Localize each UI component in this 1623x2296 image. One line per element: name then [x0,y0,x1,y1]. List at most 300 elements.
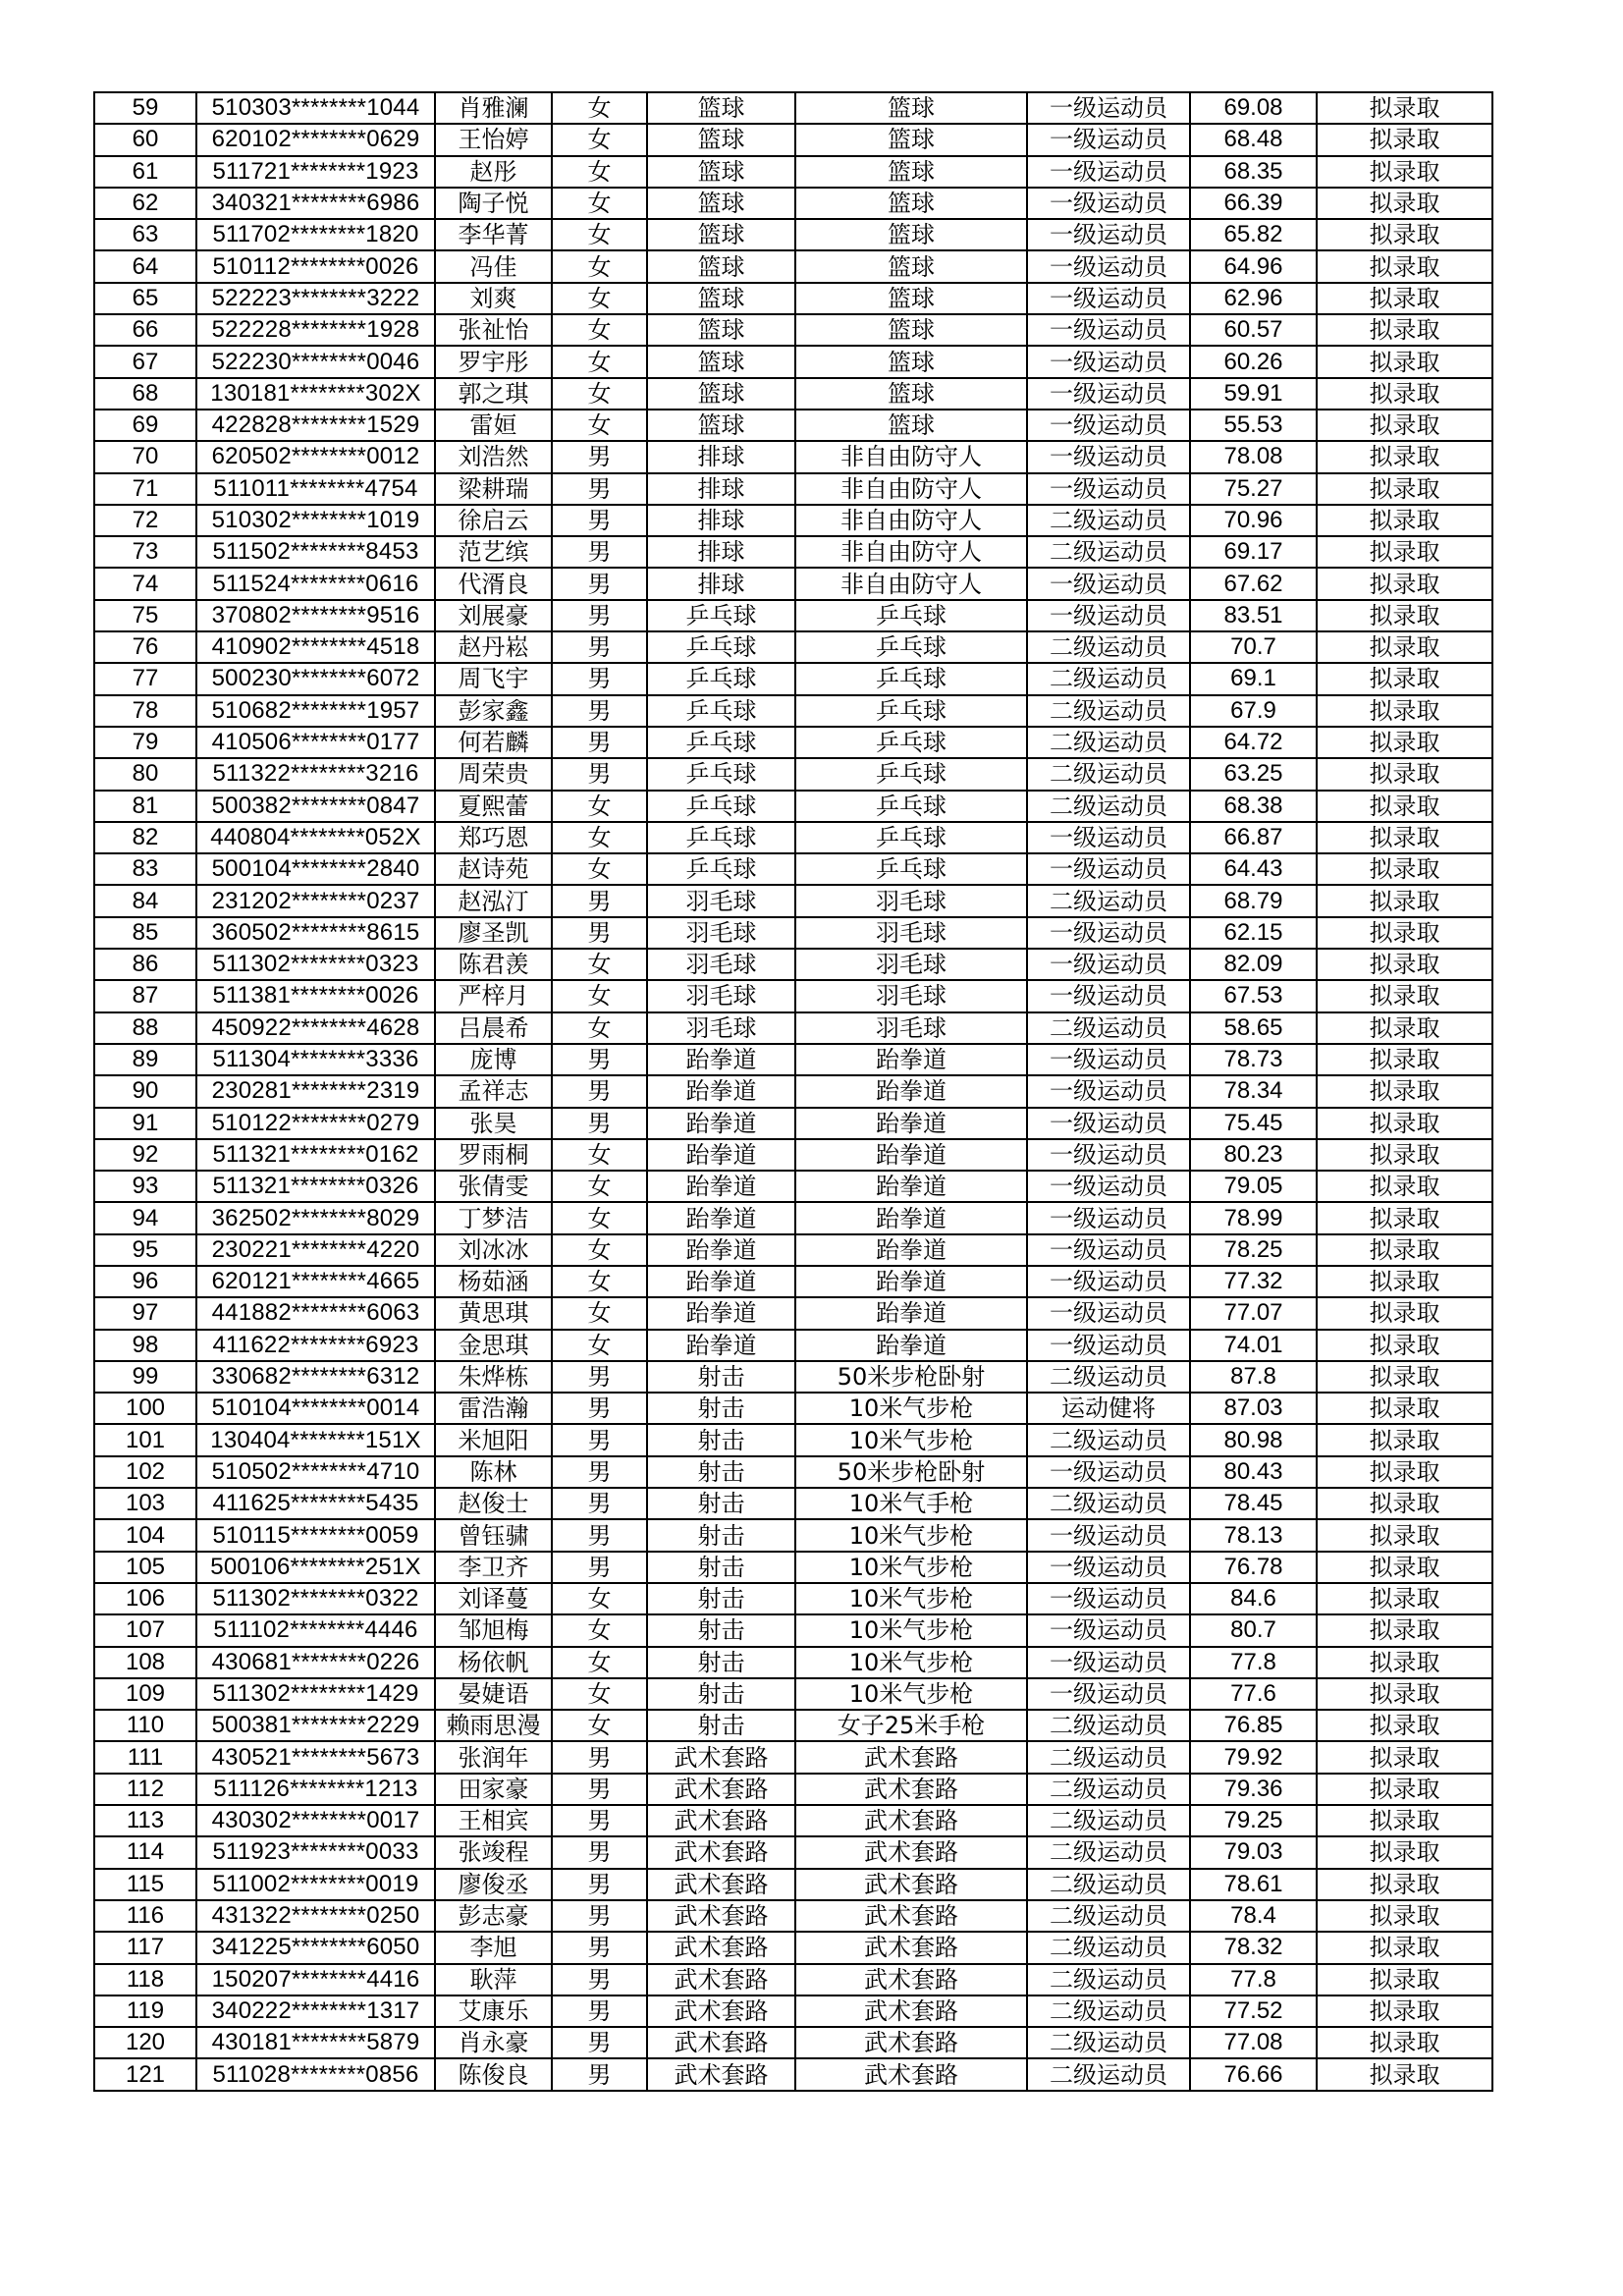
specialty-cell: 武术套路 [795,1900,1027,1932]
table-row [94,1900,1492,1932]
admission-result-cell: 拟录取 [1317,1171,1492,1202]
admission-result-cell: 拟录取 [1317,1456,1492,1488]
athlete-level-cell: 二级运动员 [1027,505,1190,536]
athlete-level-cell: 一级运动员 [1027,283,1190,314]
athlete-level-cell: 一级运动员 [1027,156,1190,188]
row-number-cell: 111 [94,1741,196,1773]
score-cell: 80.7 [1190,1614,1317,1646]
table-row [94,1297,1492,1329]
table-row [94,1774,1492,1805]
specialty-cell: 羽毛球 [795,949,1027,980]
table-row [94,1393,1492,1424]
athlete-level-cell: 二级运动员 [1027,1995,1190,2027]
athlete-level-cell: 一级运动员 [1027,1330,1190,1361]
sport-cell: 武术套路 [647,1900,795,1932]
sport-cell: 射击 [647,1361,795,1393]
student-name-cell: 邹旭梅 [435,1614,552,1646]
athlete-level-cell: 二级运动员 [1027,1932,1190,1963]
gender-cell: 男 [552,727,647,758]
gender-cell: 女 [552,1297,647,1329]
score-cell: 82.09 [1190,949,1317,980]
student-name-cell: 冯佳 [435,250,552,282]
admission-result-cell: 拟录取 [1317,1330,1492,1361]
id-number-cell: 511302********0322 [196,1583,435,1614]
admission-result-cell: 拟录取 [1317,1488,1492,1519]
table-row [94,1012,1492,1044]
specialty-cell: 羽毛球 [795,980,1027,1011]
sport-cell: 射击 [647,1393,795,1424]
specialty-cell: 篮球 [795,410,1027,441]
row-number-cell: 63 [94,219,196,250]
score-cell: 78.08 [1190,441,1317,472]
gender-cell: 男 [552,1900,647,1932]
specialty-cell: 羽毛球 [795,1012,1027,1044]
table-row [94,1075,1492,1107]
row-number-cell: 105 [94,1552,196,1583]
specialty-cell: 乒乓球 [795,631,1027,663]
sport-cell: 射击 [647,1614,795,1646]
id-number-cell: 431322********0250 [196,1900,435,1932]
gender-cell: 男 [552,473,647,505]
student-name-cell: 李卫齐 [435,1552,552,1583]
admission-result-cell: 拟录取 [1317,1647,1492,1678]
gender-cell: 男 [552,1393,647,1424]
student-name-cell: 米旭阳 [435,1424,552,1455]
sport-cell: 武术套路 [647,1774,795,1805]
sport-cell: 排球 [647,441,795,472]
row-number-cell: 100 [94,1393,196,1424]
id-number-cell: 510122********0279 [196,1108,435,1139]
gender-cell: 男 [552,695,647,727]
specialty-cell: 乒乓球 [795,727,1027,758]
gender-cell: 男 [552,758,647,790]
sport-cell: 武术套路 [647,1741,795,1773]
row-number-cell: 77 [94,663,196,694]
student-name-cell: 赖雨思漫 [435,1710,552,1741]
table-row [94,188,1492,219]
table-row [94,250,1492,282]
table-row [94,283,1492,314]
table-row [94,1583,1492,1614]
score-cell: 78.13 [1190,1519,1317,1551]
row-number-cell: 119 [94,1995,196,2027]
score-cell: 77.32 [1190,1266,1317,1297]
row-number-cell: 76 [94,631,196,663]
student-name-cell: 刘冰冰 [435,1234,552,1266]
id-number-cell: 370802********9516 [196,600,435,631]
row-number-cell: 112 [94,1774,196,1805]
specialty-cell: 跆拳道 [795,1075,1027,1107]
table-row [94,980,1492,1011]
id-number-cell: 511381********0026 [196,980,435,1011]
gender-cell: 女 [552,1171,647,1202]
table-row [94,822,1492,853]
table-row [94,1710,1492,1741]
student-name-cell: 张昊 [435,1108,552,1139]
row-number-cell: 114 [94,1836,196,1868]
specialty-cell: 武术套路 [795,1964,1027,1995]
row-number-cell: 93 [94,1171,196,1202]
row-number-cell: 110 [94,1710,196,1741]
athlete-level-cell: 一级运动员 [1027,917,1190,949]
student-name-cell: 郭之琪 [435,378,552,410]
admission-result-cell: 拟录取 [1317,853,1492,885]
gender-cell: 女 [552,949,647,980]
score-cell: 77.8 [1190,1647,1317,1678]
score-cell: 79.03 [1190,1836,1317,1868]
student-name-cell: 罗宇彤 [435,346,552,377]
student-name-cell: 周荣贵 [435,758,552,790]
admission-result-cell: 拟录取 [1317,314,1492,346]
sport-cell: 乒乓球 [647,853,795,885]
admission-result-cell: 拟录取 [1317,1266,1492,1297]
gender-cell: 女 [552,1266,647,1297]
student-name-cell: 雷浩瀚 [435,1393,552,1424]
athlete-level-cell: 二级运动员 [1027,1012,1190,1044]
sport-cell: 篮球 [647,219,795,250]
row-number-cell: 66 [94,314,196,346]
gender-cell: 女 [552,1202,647,1233]
gender-cell: 男 [552,600,647,631]
student-name-cell: 廖圣凯 [435,917,552,949]
sport-cell: 武术套路 [647,2027,795,2058]
specialty-cell: 乒乓球 [795,791,1027,822]
id-number-cell: 511126********1213 [196,1774,435,1805]
student-name-cell: 严梓月 [435,980,552,1011]
athlete-level-cell: 一级运动员 [1027,346,1190,377]
gender-cell: 女 [552,219,647,250]
score-cell: 58.65 [1190,1012,1317,1044]
student-name-cell: 李旭 [435,1932,552,1963]
admission-result-cell: 拟录取 [1317,885,1492,916]
student-name-cell: 曾钰骕 [435,1519,552,1551]
score-cell: 80.23 [1190,1139,1317,1171]
id-number-cell: 422828********1529 [196,410,435,441]
student-name-cell: 何若麟 [435,727,552,758]
student-name-cell: 罗雨桐 [435,1139,552,1171]
id-number-cell: 341225********6050 [196,1932,435,1963]
specialty-cell: 女子25米手枪 [795,1710,1027,1741]
student-name-cell: 赵泓汀 [435,885,552,916]
gender-cell: 女 [552,1614,647,1646]
row-number-cell: 61 [94,156,196,188]
id-number-cell: 511002********0019 [196,1869,435,1900]
score-cell: 66.87 [1190,822,1317,853]
gender-cell: 女 [552,791,647,822]
table-row [94,1964,1492,1995]
student-name-cell: 朱烨栋 [435,1361,552,1393]
sport-cell: 武术套路 [647,1995,795,2027]
sport-cell: 羽毛球 [647,980,795,1011]
sport-cell: 射击 [647,1424,795,1455]
gender-cell: 女 [552,314,647,346]
admission-result-cell: 拟录取 [1317,250,1492,282]
score-cell: 69.08 [1190,92,1317,124]
student-name-cell: 彭志豪 [435,1900,552,1932]
admission-result-cell: 拟录取 [1317,410,1492,441]
sport-cell: 跆拳道 [647,1075,795,1107]
athlete-level-cell: 一级运动员 [1027,822,1190,853]
athlete-level-cell: 一级运动员 [1027,1108,1190,1139]
gender-cell: 男 [552,631,647,663]
student-name-cell: 耿萍 [435,1964,552,1995]
id-number-cell: 362502********8029 [196,1202,435,1233]
sport-cell: 羽毛球 [647,917,795,949]
score-cell: 78.25 [1190,1234,1317,1266]
admission-result-cell: 拟录取 [1317,1393,1492,1424]
gender-cell: 女 [552,188,647,219]
sport-cell: 排球 [647,505,795,536]
table-row [94,473,1492,505]
student-name-cell: 夏熙蕾 [435,791,552,822]
admission-result-cell: 拟录取 [1317,124,1492,155]
sport-cell: 篮球 [647,314,795,346]
athlete-level-cell: 一级运动员 [1027,188,1190,219]
sport-cell: 篮球 [647,283,795,314]
table-row [94,1805,1492,1836]
admission-result-cell: 拟录取 [1317,1900,1492,1932]
gender-cell: 女 [552,1330,647,1361]
id-number-cell: 230221********4220 [196,1234,435,1266]
admission-result-cell: 拟录取 [1317,1361,1492,1393]
gender-cell: 女 [552,250,647,282]
sport-cell: 乒乓球 [647,695,795,727]
row-number-cell: 73 [94,536,196,568]
id-number-cell: 510303********1044 [196,92,435,124]
row-number-cell: 94 [94,1202,196,1233]
athlete-level-cell: 一级运动员 [1027,250,1190,282]
sport-cell: 乒乓球 [647,758,795,790]
table-row [94,1044,1492,1075]
specialty-cell: 10米气手枪 [795,1488,1027,1519]
score-cell: 60.57 [1190,314,1317,346]
specialty-cell: 武术套路 [795,1869,1027,1900]
gender-cell: 男 [552,1869,647,1900]
admission-result-cell: 拟录取 [1317,917,1492,949]
row-number-cell: 80 [94,758,196,790]
athlete-level-cell: 二级运动员 [1027,1900,1190,1932]
admission-result-cell: 拟录取 [1317,1424,1492,1455]
admission-result-cell: 拟录取 [1317,1044,1492,1075]
row-number-cell: 107 [94,1614,196,1646]
id-number-cell: 500106********251X [196,1552,435,1583]
athlete-level-cell: 二级运动员 [1027,1836,1190,1868]
specialty-cell: 武术套路 [795,1774,1027,1805]
score-cell: 79.92 [1190,1741,1317,1773]
id-number-cell: 620121********4665 [196,1266,435,1297]
score-cell: 62.96 [1190,283,1317,314]
athlete-level-cell: 二级运动员 [1027,2058,1190,2090]
specialty-cell: 跆拳道 [795,1044,1027,1075]
athlete-level-cell: 二级运动员 [1027,1424,1190,1455]
row-number-cell: 116 [94,1900,196,1932]
admission-result-cell: 拟录取 [1317,188,1492,219]
athlete-level-cell: 一级运动员 [1027,1139,1190,1171]
sport-cell: 跆拳道 [647,1330,795,1361]
score-cell: 64.72 [1190,727,1317,758]
specialty-cell: 跆拳道 [795,1234,1027,1266]
table-row [94,219,1492,250]
id-number-cell: 150207********4416 [196,1964,435,1995]
admission-result-cell: 拟录取 [1317,1710,1492,1741]
score-cell: 68.48 [1190,124,1317,155]
athlete-level-cell: 二级运动员 [1027,663,1190,694]
row-number-cell: 106 [94,1583,196,1614]
athlete-level-cell: 一级运动员 [1027,1583,1190,1614]
athlete-level-cell: 二级运动员 [1027,1710,1190,1741]
specialty-cell: 篮球 [795,283,1027,314]
score-cell: 76.85 [1190,1710,1317,1741]
id-number-cell: 330682********6312 [196,1361,435,1393]
specialty-cell: 武术套路 [795,1805,1027,1836]
student-name-cell: 代湑良 [435,568,552,599]
gender-cell: 女 [552,92,647,124]
score-cell: 77.07 [1190,1297,1317,1329]
score-cell: 64.96 [1190,250,1317,282]
gender-cell: 男 [552,663,647,694]
row-number-cell: 69 [94,410,196,441]
specialty-cell: 武术套路 [795,1995,1027,2027]
table-row [94,124,1492,155]
admission-result-cell: 拟录取 [1317,1552,1492,1583]
row-number-cell: 60 [94,124,196,155]
gender-cell: 女 [552,1678,647,1710]
gender-cell: 男 [552,1741,647,1773]
gender-cell: 男 [552,1488,647,1519]
gender-cell: 男 [552,1995,647,2027]
gender-cell: 男 [552,917,647,949]
admission-list-table [93,91,1493,2092]
gender-cell: 女 [552,1647,647,1678]
row-number-cell: 86 [94,949,196,980]
specialty-cell: 50米步枪卧射 [795,1361,1027,1393]
athlete-level-cell: 一级运动员 [1027,1647,1190,1678]
student-name-cell: 刘浩然 [435,441,552,472]
row-number-cell: 113 [94,1805,196,1836]
athlete-level-cell: 一级运动员 [1027,124,1190,155]
athlete-level-cell: 一级运动员 [1027,600,1190,631]
student-name-cell: 赵俊士 [435,1488,552,1519]
specialty-cell: 跆拳道 [795,1139,1027,1171]
specialty-cell: 跆拳道 [795,1108,1027,1139]
table-row [94,695,1492,727]
row-number-cell: 70 [94,441,196,472]
score-cell: 69.1 [1190,663,1317,694]
sport-cell: 跆拳道 [647,1044,795,1075]
id-number-cell: 340321********6986 [196,188,435,219]
score-cell: 67.62 [1190,568,1317,599]
id-number-cell: 441882********6063 [196,1297,435,1329]
athlete-level-cell: 一级运动员 [1027,378,1190,410]
specialty-cell: 跆拳道 [795,1297,1027,1329]
specialty-cell: 乒乓球 [795,853,1027,885]
admission-result-cell: 拟录取 [1317,346,1492,377]
student-name-cell: 郑巧恩 [435,822,552,853]
score-cell: 65.82 [1190,219,1317,250]
id-number-cell: 511321********0326 [196,1171,435,1202]
table-row [94,1995,1492,2027]
athlete-level-cell: 一级运动员 [1027,1266,1190,1297]
student-name-cell: 庞博 [435,1044,552,1075]
admission-result-cell: 拟录取 [1317,822,1492,853]
table-row [94,1647,1492,1678]
score-cell: 77.8 [1190,1964,1317,1995]
table-row [94,885,1492,916]
admission-result-cell: 拟录取 [1317,1836,1492,1868]
admission-result-cell: 拟录取 [1317,505,1492,536]
id-number-cell: 430302********0017 [196,1805,435,1836]
athlete-level-cell: 二级运动员 [1027,1774,1190,1805]
student-name-cell: 杨依帆 [435,1647,552,1678]
row-number-cell: 98 [94,1330,196,1361]
sport-cell: 乒乓球 [647,663,795,694]
athlete-level-cell: 一级运动员 [1027,1044,1190,1075]
sport-cell: 跆拳道 [647,1297,795,1329]
athlete-level-cell: 一级运动员 [1027,92,1190,124]
row-number-cell: 59 [94,92,196,124]
id-number-cell: 411622********6923 [196,1330,435,1361]
athlete-level-cell: 二级运动员 [1027,727,1190,758]
id-number-cell: 500104********2840 [196,853,435,885]
admission-result-cell: 拟录取 [1317,980,1492,1011]
admission-result-cell: 拟录取 [1317,219,1492,250]
specialty-cell: 10米气步枪 [795,1393,1027,1424]
gender-cell: 女 [552,410,647,441]
table-row [94,1614,1492,1646]
row-number-cell: 91 [94,1108,196,1139]
row-number-cell: 72 [94,505,196,536]
score-cell: 68.38 [1190,791,1317,822]
specialty-cell: 非自由防守人 [795,536,1027,568]
table-body [94,92,1492,2091]
gender-cell: 女 [552,1583,647,1614]
row-number-cell: 89 [94,1044,196,1075]
sport-cell: 篮球 [647,92,795,124]
admission-result-cell: 拟录取 [1317,791,1492,822]
admission-result-cell: 拟录取 [1317,1075,1492,1107]
student-name-cell: 刘展豪 [435,600,552,631]
athlete-level-cell: 一级运动员 [1027,980,1190,1011]
score-cell: 67.53 [1190,980,1317,1011]
specialty-cell: 跆拳道 [795,1266,1027,1297]
score-cell: 62.15 [1190,917,1317,949]
id-number-cell: 522230********0046 [196,346,435,377]
score-cell: 78.32 [1190,1932,1317,1963]
sport-cell: 武术套路 [647,1932,795,1963]
score-cell: 64.43 [1190,853,1317,885]
student-name-cell: 李华菁 [435,219,552,250]
specialty-cell: 武术套路 [795,1932,1027,1963]
id-number-cell: 430521********5673 [196,1741,435,1773]
specialty-cell: 10米气步枪 [795,1614,1027,1646]
table-row [94,631,1492,663]
score-cell: 84.6 [1190,1583,1317,1614]
table-row [94,1741,1492,1773]
athlete-level-cell: 二级运动员 [1027,536,1190,568]
row-number-cell: 78 [94,695,196,727]
sport-cell: 跆拳道 [647,1266,795,1297]
admission-result-cell: 拟录取 [1317,1678,1492,1710]
table-row [94,1552,1492,1583]
sport-cell: 跆拳道 [647,1108,795,1139]
admission-result-cell: 拟录取 [1317,1108,1492,1139]
score-cell: 87.03 [1190,1393,1317,1424]
table-row [94,1456,1492,1488]
athlete-level-cell: 二级运动员 [1027,758,1190,790]
student-name-cell: 赵丹崧 [435,631,552,663]
table-row [94,2058,1492,2090]
id-number-cell: 130404********151X [196,1424,435,1455]
